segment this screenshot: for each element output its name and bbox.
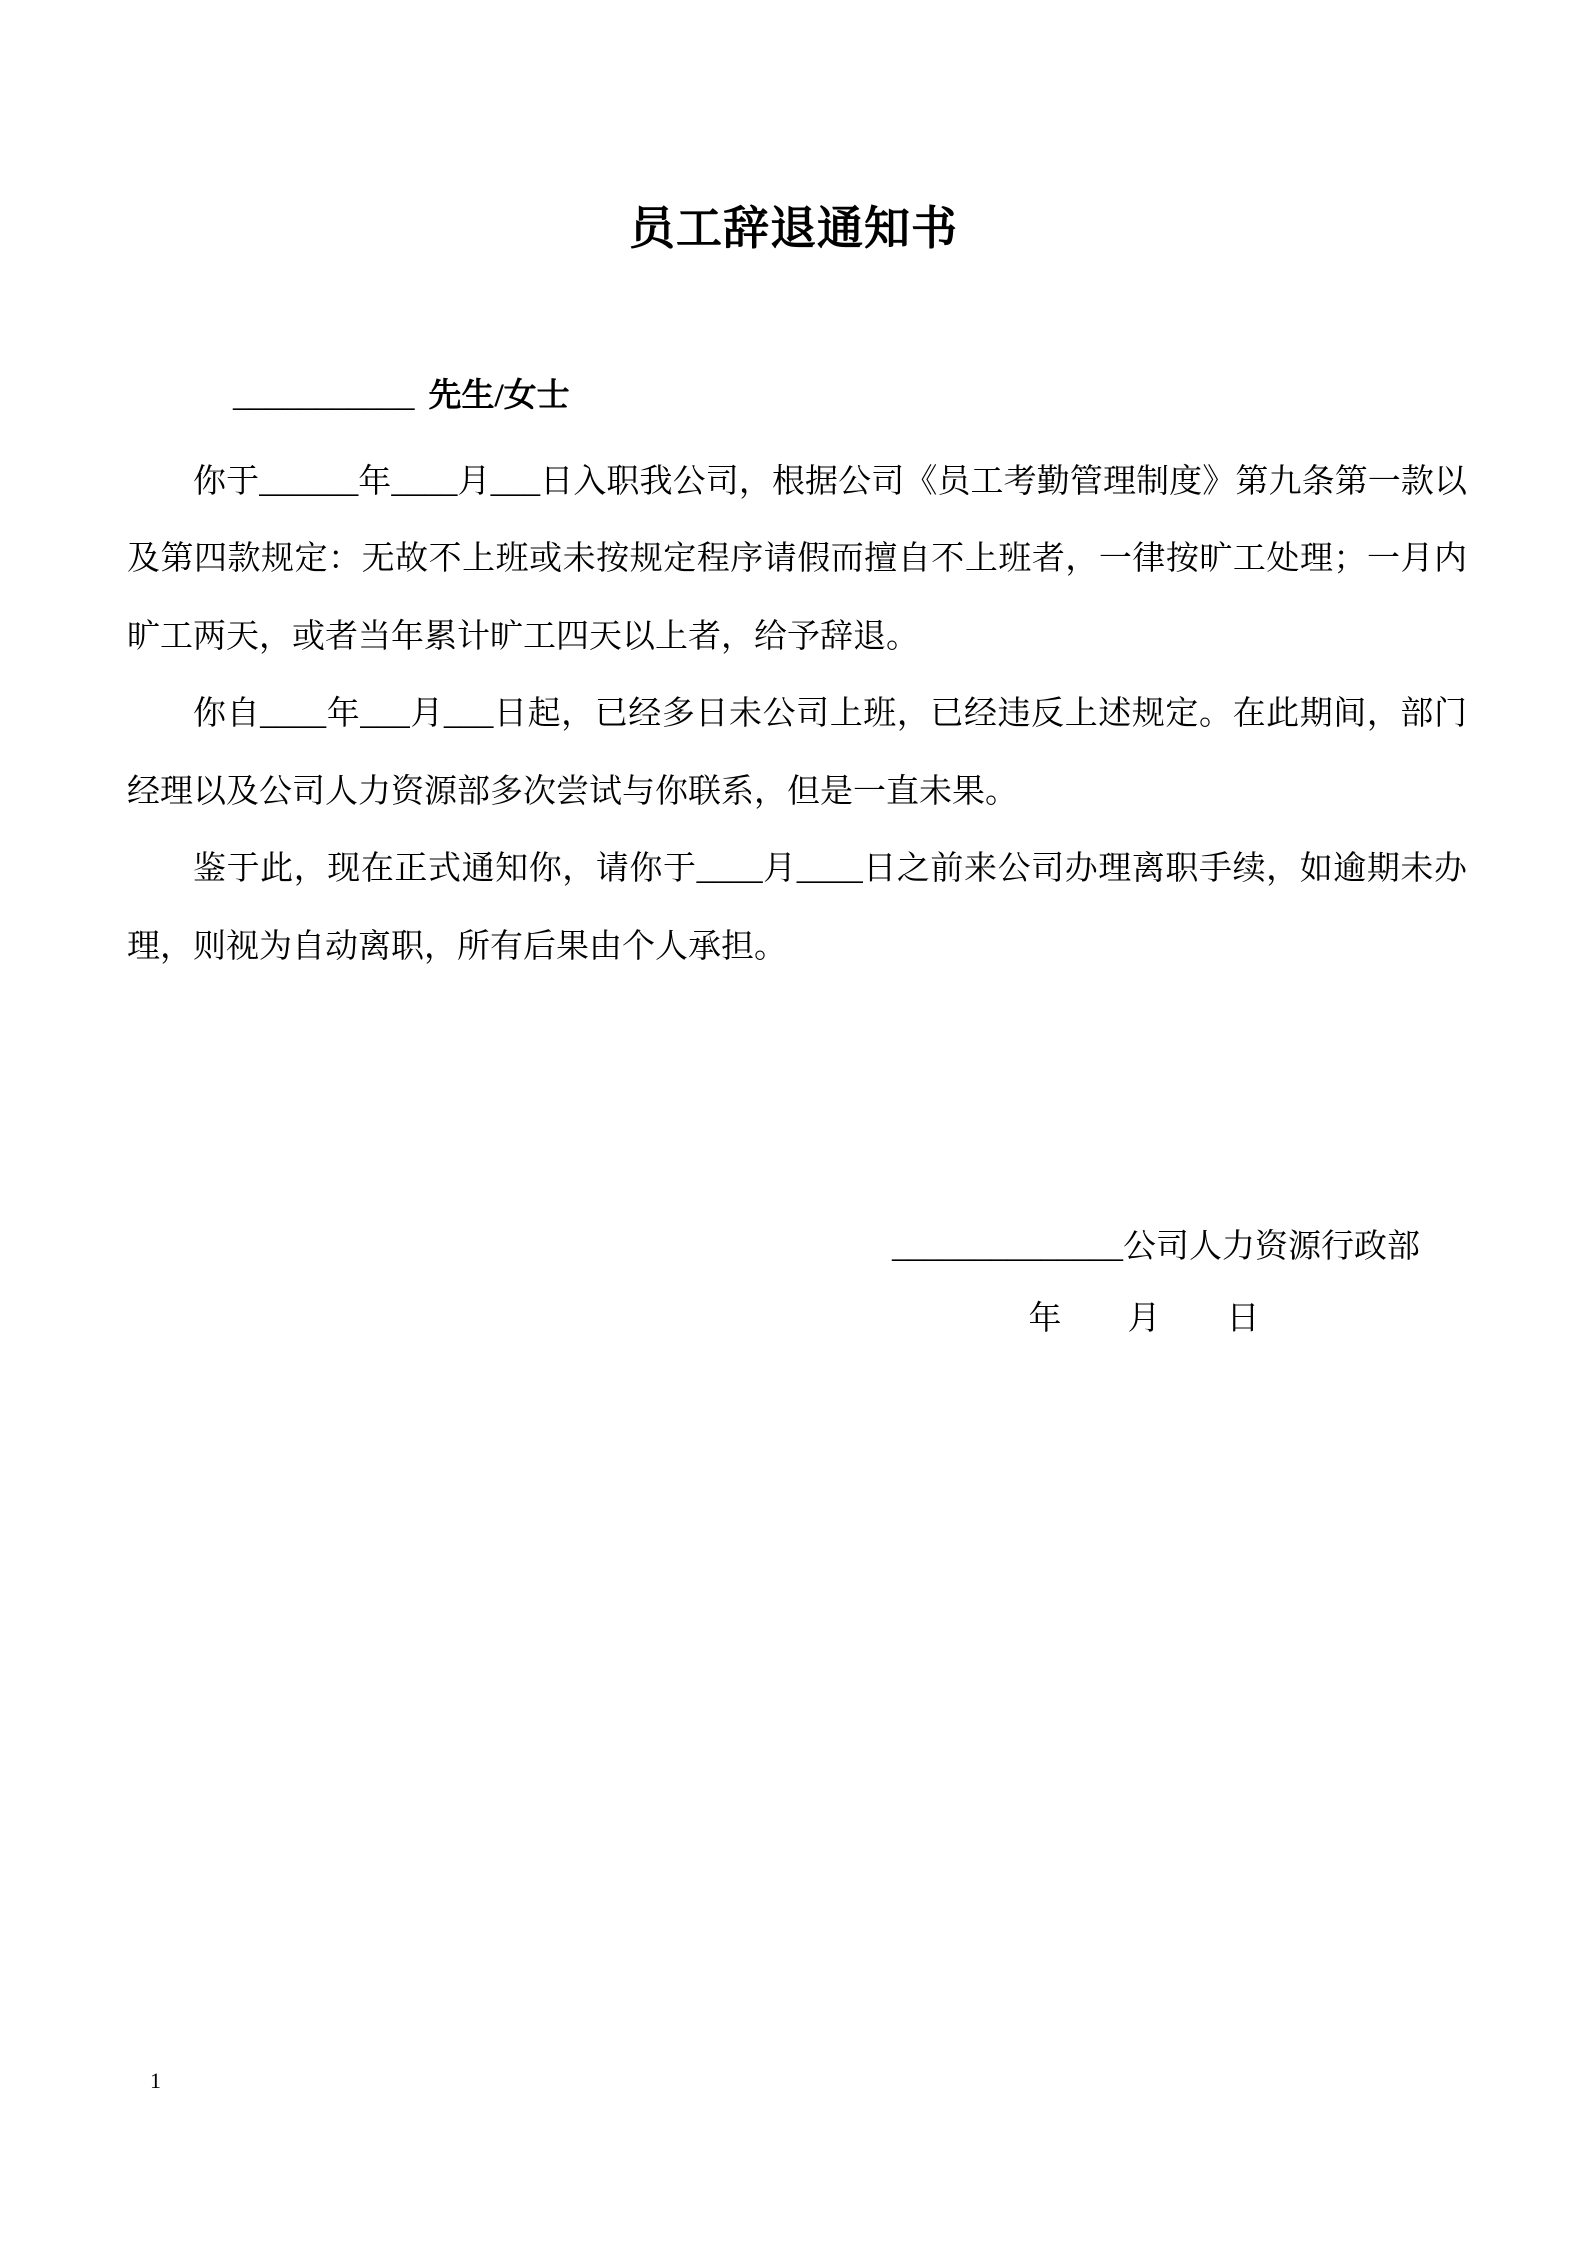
document-body [127, 358, 1467, 986]
salutation-label: 先生/女士 [428, 378, 570, 414]
signature-block [888, 1218, 1420, 1348]
paragraph-formal-notice: 鉴于此，现在正式通知你，请你于____月____日之前来公司办理离职手续，如逾期未办理，则视为自动离职，所有后果由个人承担。 [127, 851, 1467, 965]
signature-line [888, 1218, 1420, 1276]
paragraph-absence-statement: 你自____年___月___日起，已经多日未公司上班，已经违反上述规定。在此期间，部门经理以及公司人力资源部多次尝试与你联系，但是一直未果。 [127, 696, 1467, 810]
paragraph-join-date-rules: 你于______年____月___日入职我公司，根据公司《员工考勤管理制度》第九条第一款以及第四款规定：无故不上班或未按规定程序请假而擅自不上班者，一律按旷工处理；一月内旷工两天，或者当年累计旷工四天以上者，给予辞退。 [127, 463, 1467, 655]
document-title: 员工辞退通知书 [629, 203, 958, 254]
signature-date-line: 年 月 日 [1028, 1301, 1260, 1337]
signature-blank: ______________ [892, 1229, 1123, 1265]
recipient-name-blank: ___________ [233, 378, 415, 414]
signature-department: 公司人力资源行政部 [1123, 1229, 1420, 1265]
page-number: 1 [150, 2068, 161, 2093]
salutation-line [127, 358, 1467, 436]
